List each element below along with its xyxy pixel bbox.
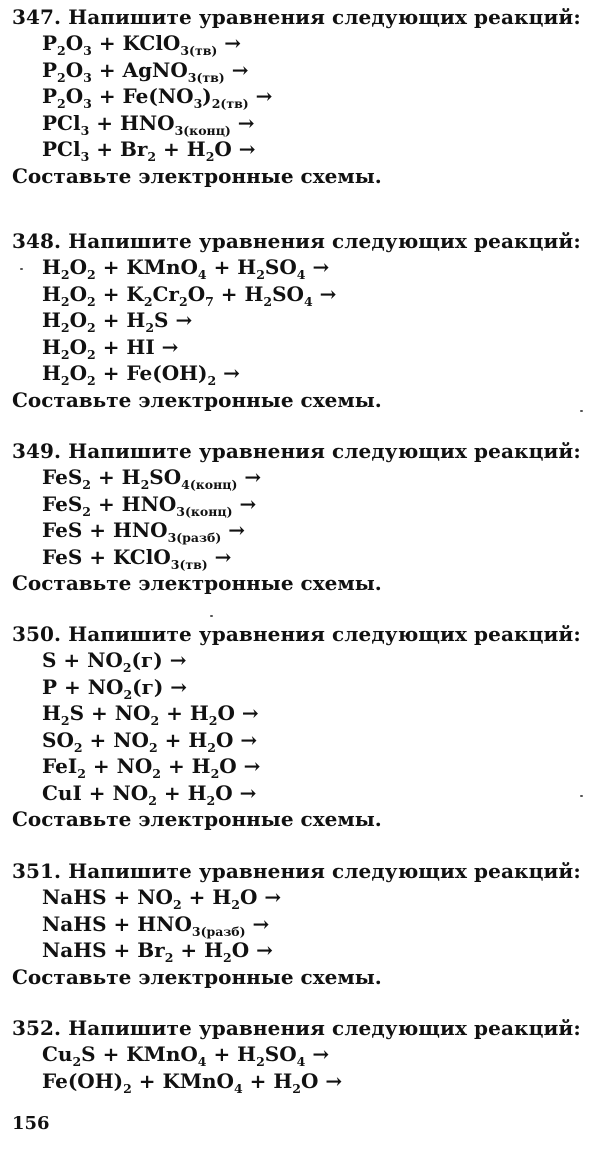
equation: $H_2O_2 + K_2Cr_2O_7 + H_2SO_4$ → <box>42 281 337 309</box>
equation: $P_2O_3$ + KClO$_{3(тв)}$ → <box>42 31 242 58</box>
problem-instruction: Составьте электронные схемы. <box>12 807 382 831</box>
equation: $H_2O_2$ + HI → <box>42 334 179 362</box>
problem-title: Напишите уравнения следующих реакций: <box>68 229 581 253</box>
problem-number: 348. <box>12 229 62 253</box>
equation: $SO_2 + NO_2 + H_2O$ → <box>42 727 258 755</box>
equation: NaHS + $NO_2 + H_2O$ → <box>42 885 282 912</box>
equation: $FeS_2 + H_2SO_{4(конц)}$ → <box>42 465 262 492</box>
equation: $H_2O_2$ + KMnO$_4$ + $H_2SO_4$ → <box>42 255 330 282</box>
problem-number: 351. <box>12 859 62 883</box>
equation: $S + NO_2(г)$ → <box>42 648 187 675</box>
problem-instruction: Составьте электронные схемы. <box>12 571 382 595</box>
equation: $Cu_2S$ + KMnO$_4$ + $H_2SO_4$ → <box>42 1042 330 1069</box>
equation: $P_2O_3$ + AgNO$_{3(тв)}$ → <box>42 57 249 85</box>
equation: $H_2O_2 + Fe(OH)_2$ → <box>42 361 240 388</box>
equation: FeS + KClO$_{3(тв)}$ → <box>42 544 232 572</box>
problem-number: 352. <box>12 1016 62 1040</box>
page-number: 156 <box>12 1113 50 1134</box>
equation: $PCl_3 + HNO_{3(конц)}$ → <box>42 110 255 138</box>
equation: FeS + $HNO_{3(разб)}$ → <box>42 518 245 545</box>
equation: $H_2O_2 + H_2S$ → <box>42 308 193 335</box>
problem-348 <box>12 228 592 413</box>
equation: $H_2S + NO_2 + H_2O$ → <box>42 701 259 728</box>
equation: CuI + $NO_2 + H_2O$ → <box>42 780 257 808</box>
problem-347 <box>12 4 592 189</box>
problem-instruction: Составьте электронные схемы. <box>12 964 382 989</box>
equation: NaHS + $HNO_{3(разб)}$ → <box>42 911 270 939</box>
problem-heading <box>12 228 592 254</box>
problem-title: Напишите уравнения следующих реакций: <box>68 859 581 883</box>
problem-number: 349. <box>12 439 62 463</box>
equation: $P + NO_2(г)$ → <box>42 674 188 702</box>
equation: $PCl_3 + Br_2 + H_2O$ → <box>42 137 256 164</box>
problem-349 <box>12 438 592 596</box>
problem-heading <box>12 858 592 884</box>
equation: $FeI_2 + NO_2 + H_2O$ → <box>42 754 261 781</box>
problem-heading <box>12 1015 592 1041</box>
equation: $Fe(OH)_2$ + KMnO$_4$ + $H_2O$ → <box>42 1068 343 1096</box>
equation: NaHS + $Br_2 + H_2O$ → <box>42 938 273 965</box>
problem-heading <box>12 4 592 30</box>
problem-title: Напишите уравнения следующих реакций: <box>68 5 581 29</box>
scan-speck <box>580 410 583 412</box>
problem-title: Напишите уравнения следующих реакций: <box>68 439 581 463</box>
problem-350 <box>12 621 592 832</box>
equation: $FeS_2 + HNO_{3(конц)}$ → <box>42 491 257 519</box>
problem-heading <box>12 438 592 464</box>
problem-number: 350. <box>12 622 62 646</box>
equation: $P_2O_3 + Fe(NO_3)_{2(тв)}$ → <box>42 84 273 111</box>
scan-speck <box>580 795 583 797</box>
problem-heading <box>12 621 592 647</box>
problem-number: 347. <box>12 5 62 29</box>
problem-instruction: Составьте электронные схемы. <box>12 387 382 412</box>
problem-352 <box>12 1015 592 1094</box>
scan-speck <box>20 268 23 270</box>
problem-351 <box>12 858 592 990</box>
problem-instruction: Составьте электронные схемы. <box>12 163 382 188</box>
problem-title: Напишите уравнения следующих реакций: <box>68 1016 581 1040</box>
scan-speck <box>210 615 213 617</box>
problem-title: Напишите уравнения следующих реакций: <box>68 622 581 646</box>
